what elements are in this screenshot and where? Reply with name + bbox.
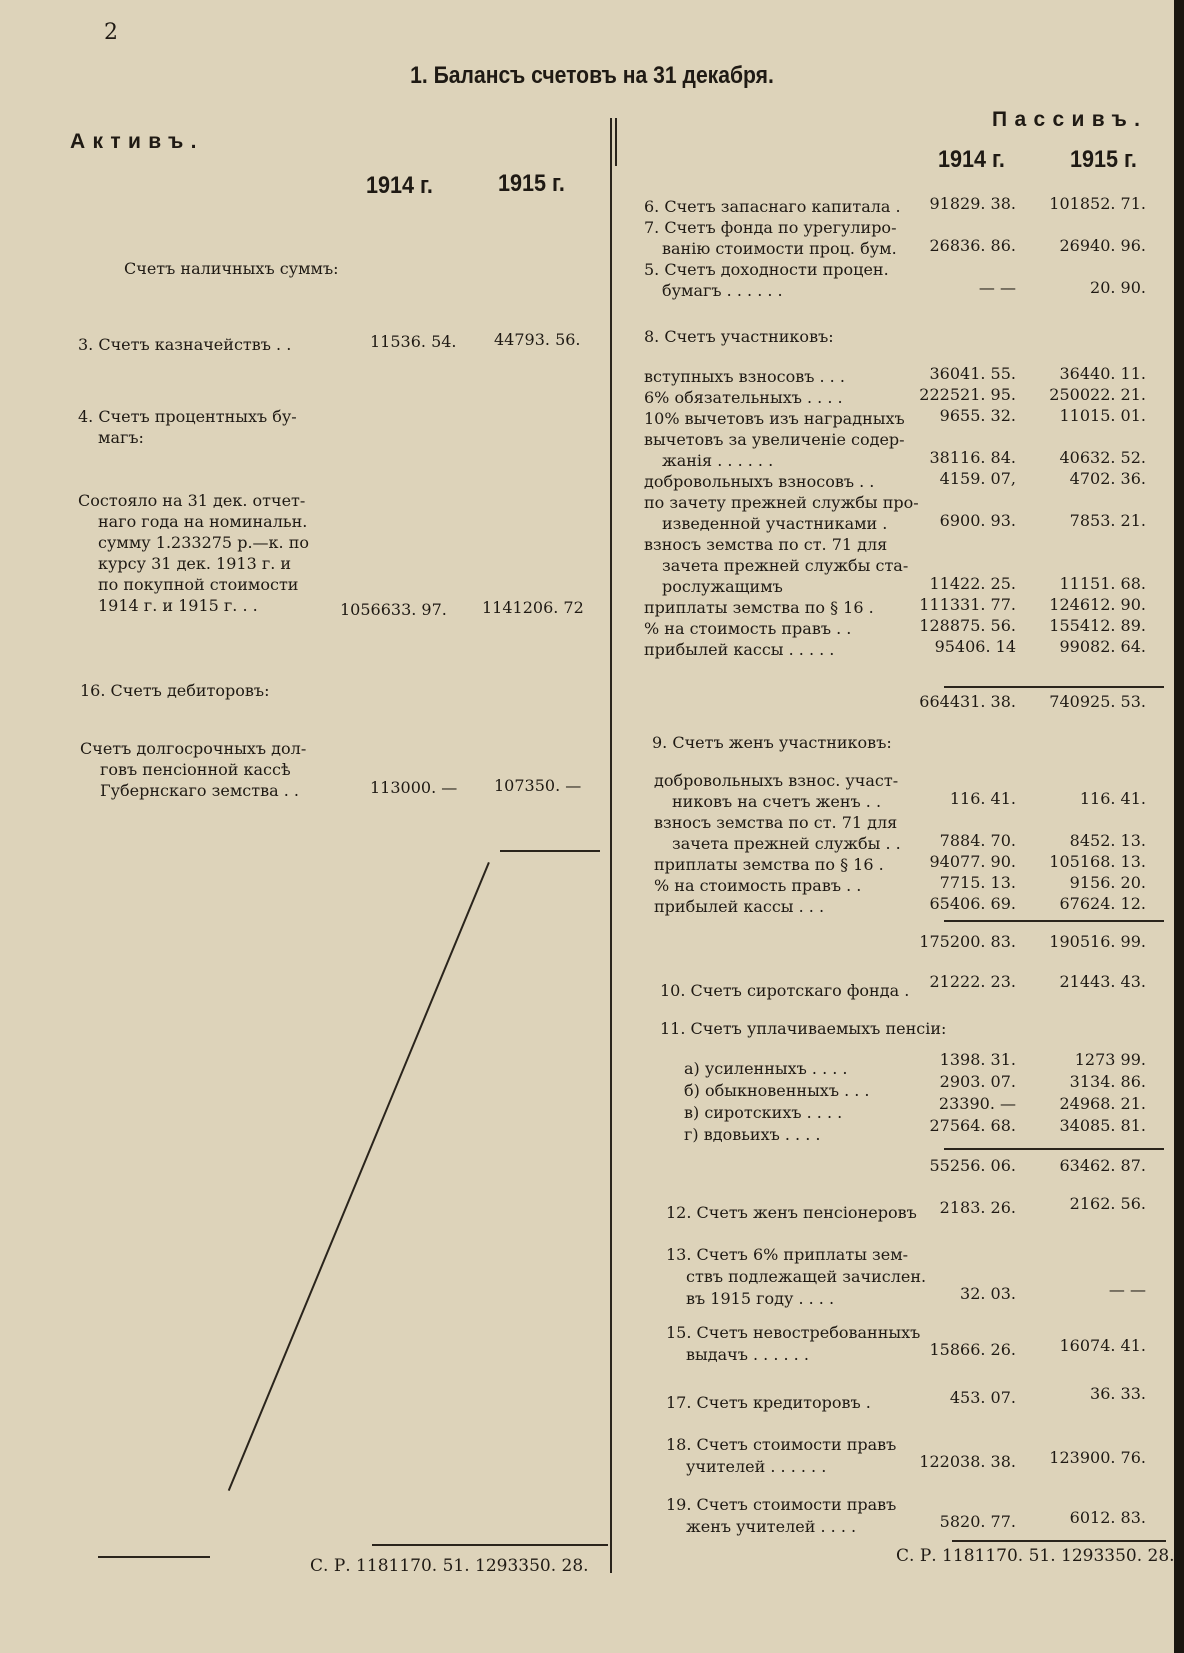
aktiv-cancel-line	[228, 862, 490, 1491]
passiv-rest-label: 19. Счетъ стоимости правъ	[666, 1495, 897, 1514]
aktiv-debtors-1915: 107350. —	[494, 776, 582, 795]
passiv-participant-label: добровольныхъ взносовъ . .	[644, 472, 875, 491]
passiv-wife-label: добровольныхъ взнос. участ-	[654, 771, 899, 790]
passiv-wife-label: прибылей кассы . . .	[654, 897, 825, 916]
passiv-participants-total-1915: 740925. 53.	[1049, 692, 1146, 711]
passiv-pension-label: а) усиленныхъ . . . .	[684, 1059, 848, 1078]
passiv-orphans-label: 10. Счетъ сиротскаго фонда .	[660, 981, 910, 1000]
passiv-wives-heading: 9. Счетъ женъ участниковъ:	[652, 733, 892, 752]
passiv-participant-1914: 36041. 55.	[929, 364, 1016, 383]
passiv-pension-1914: 27564. 68.	[929, 1116, 1016, 1135]
passiv-rest-1914: 5820. 77.	[939, 1512, 1016, 1531]
passiv-pension-1915: 24968. 21.	[1059, 1094, 1146, 1113]
passiv-rest-label: ствъ подлежащей зачислен.	[686, 1267, 927, 1286]
passiv-wife-1914: 7884. 70.	[939, 831, 1016, 850]
passiv-participant-1915: 99082. 64.	[1059, 637, 1146, 656]
column-divider	[610, 118, 612, 1573]
passiv-row-label: бумагъ . . . . . .	[662, 281, 783, 300]
aktiv-bottom-rule-left	[98, 1556, 210, 1558]
passiv-participant-label: изведенной участниками .	[662, 514, 888, 533]
passiv-participant-1915: 124612. 90.	[1049, 595, 1146, 614]
passiv-pension-label: в) сиротскихъ . . . .	[684, 1103, 843, 1122]
passiv-total-rule	[952, 1540, 1166, 1542]
aktiv-treasury-1914: 11536. 54.	[370, 332, 457, 351]
passiv-participant-1915: 7853. 21.	[1069, 511, 1146, 530]
passiv-pension-1914: 1398. 31.	[939, 1050, 1016, 1069]
passiv-row-label: 7. Счетъ фонда по урегулиро-	[644, 218, 897, 237]
passiv-orphans-1914: 21222. 23.	[929, 972, 1016, 991]
passiv-rest-label: 12. Счетъ женъ пенсіонеровъ	[666, 1203, 917, 1222]
passiv-pensions-rule	[944, 1148, 1164, 1150]
passiv-pension-1915: 3134. 86.	[1069, 1072, 1146, 1091]
passiv-participant-1915: 11015. 01.	[1059, 406, 1146, 425]
passiv-year-1914: 1914 г.	[938, 146, 1005, 173]
passiv-rest-label: 18. Счетъ стоимости правъ	[666, 1435, 897, 1454]
passiv-participant-1914: 95406. 14	[934, 637, 1016, 656]
aktiv-securities-1915: 1141206. 72	[482, 598, 584, 617]
passiv-wife-1914: 94077. 90.	[929, 852, 1016, 871]
passiv-participants-total-1914: 664431. 38.	[919, 692, 1016, 711]
passiv-participant-1915: 4702. 36.	[1069, 469, 1146, 488]
passiv-participant-1914: 128875. 56.	[919, 616, 1016, 635]
aktiv-total-rule	[372, 1544, 608, 1546]
passiv-rest-1914: 32. 03.	[960, 1284, 1016, 1303]
passiv-participant-1914: 111331. 77.	[919, 595, 1016, 614]
passiv-rest-label: выдачъ . . . . . .	[686, 1345, 809, 1364]
page-number: 2	[104, 20, 118, 45]
aktiv-cash-heading: Счетъ наличныхъ суммъ:	[124, 259, 339, 278]
passiv-rest-1914: 122038. 38.	[919, 1452, 1016, 1471]
passiv-participant-1915: 40632. 52.	[1059, 448, 1146, 467]
passiv-participants-rule	[944, 686, 1164, 688]
passiv-year-1915: 1915 г.	[1070, 146, 1137, 173]
passiv-participant-label: взносъ земства по ст. 71 для	[644, 535, 888, 554]
passiv-rest-label: учителей . . . . . .	[686, 1457, 827, 1476]
passiv-rest-1914: 453. 07.	[949, 1388, 1016, 1407]
aktiv-year-1915: 1915 г.	[498, 170, 565, 197]
passiv-participant-label: зачета прежней службы ста-	[662, 556, 909, 575]
aktiv-securities-heading: 4. Счетъ процентныхъ бу- магъ:	[78, 407, 297, 447]
aktiv-heading: Активъ.	[70, 130, 204, 153]
passiv-row-1915: 26940. 96.	[1059, 236, 1146, 255]
passiv-rest-1914: 2183. 26.	[939, 1198, 1016, 1217]
passiv-rest-1915: — —	[1108, 1280, 1146, 1299]
passiv-pension-1914: 23390. —	[938, 1094, 1016, 1113]
passiv-rest-label: 15. Счетъ невостребованныхъ	[666, 1323, 921, 1342]
passiv-wives-rule	[944, 920, 1164, 922]
passiv-pensions-total-1915: 63462. 87.	[1059, 1156, 1146, 1175]
passiv-participant-1914: 6900. 93.	[939, 511, 1016, 530]
passiv-row-label: ванію стоимости проц. бум.	[662, 239, 897, 258]
passiv-participant-label: рослужащимъ	[662, 577, 783, 596]
passiv-participant-label: по зачету прежней службы про-	[644, 493, 919, 512]
passiv-row-label: 6. Счетъ запаснаго капитала .	[644, 197, 901, 216]
passiv-wife-1915: 105168. 13.	[1049, 852, 1146, 871]
passiv-participant-label: жанія . . . . . .	[662, 451, 774, 470]
passiv-participant-label: вычетовъ за увеличеніе содер-	[644, 430, 905, 449]
passiv-rest-1915: 36. 33.	[1090, 1384, 1146, 1403]
passiv-wife-label: взносъ земства по ст. 71 для	[654, 813, 898, 832]
passiv-wife-1915: 8452. 13.	[1069, 831, 1146, 850]
aktiv-securities-1914: 1056633. 97.	[340, 600, 447, 619]
passiv-participant-1915: 250022. 21.	[1049, 385, 1146, 404]
passiv-wife-label: зачета прежней службы . .	[672, 834, 901, 853]
passiv-participant-label: 6% обязательныхъ . . . .	[644, 388, 843, 407]
page-title: 1. Балансъ счетовъ на 31 декабря.	[410, 62, 774, 89]
passiv-wife-1915: 67624. 12.	[1059, 894, 1146, 913]
passiv-wives-total-1914: 175200. 83.	[919, 932, 1016, 951]
passiv-rest-label: въ 1915 году . . . .	[686, 1289, 835, 1308]
passiv-participant-1915: 155412. 89.	[1049, 616, 1146, 635]
passiv-wife-1915: 116. 41.	[1079, 789, 1146, 808]
passiv-wife-label: % на стоимость правъ . .	[654, 876, 862, 895]
passiv-wife-label: приплаты земства по § 16 .	[654, 855, 884, 874]
passiv-participant-label: 10% вычетовъ изъ наградныхъ	[644, 409, 905, 428]
aktiv-debtors-1914: 113000. —	[370, 778, 458, 797]
passiv-rest-label: женъ учителей . . . .	[686, 1517, 857, 1536]
passiv-pensions-heading: 11. Счетъ уплачиваемыхъ пенсіи:	[660, 1019, 947, 1038]
passiv-row-label: 5. Счетъ доходности процен.	[644, 260, 889, 279]
passiv-participants-heading: 8. Счетъ участниковъ:	[644, 327, 834, 346]
passiv-pension-label: г) вдовьихъ . . . .	[684, 1125, 821, 1144]
column-divider-double	[615, 118, 617, 166]
passiv-participant-1914: 4159. 07,	[939, 469, 1016, 488]
passiv-participant-1914: 9655. 32.	[939, 406, 1016, 425]
passiv-wife-1914: 7715. 13.	[939, 873, 1016, 892]
passiv-pension-1915: 34085. 81.	[1059, 1116, 1146, 1135]
passiv-participant-1914: 38116. 84.	[929, 448, 1016, 467]
passiv-row-1914: — —	[978, 278, 1016, 297]
passiv-participant-label: прибылей кассы . . . . .	[644, 640, 835, 659]
passiv-rest-1915: 6012. 83.	[1069, 1508, 1146, 1527]
passiv-participant-1915: 36440. 11.	[1059, 364, 1146, 383]
scan-edge	[1174, 0, 1184, 1653]
passiv-rest-1915: 16074. 41.	[1059, 1336, 1146, 1355]
aktiv-short-rule	[500, 850, 600, 852]
passiv-wives-total-1915: 190516. 99.	[1049, 932, 1146, 951]
passiv-total: С. Р. 1181170. 51. 1293350. 28.	[896, 1546, 1175, 1566]
passiv-participant-label: % на стоимость правъ . .	[644, 619, 852, 638]
aktiv-year-1914: 1914 г.	[366, 172, 433, 199]
passiv-participant-1915: 11151. 68.	[1059, 574, 1146, 593]
passiv-wife-1914: 65406. 69.	[929, 894, 1016, 913]
passiv-orphans-1915: 21443. 43.	[1059, 972, 1146, 991]
aktiv-treasury-label: 3. Счетъ казначействъ . .	[78, 335, 292, 354]
passiv-wife-label: никовъ на счетъ женъ . .	[672, 792, 882, 811]
passiv-wife-1914: 116. 41.	[949, 789, 1016, 808]
aktiv-debtors-text: Счетъ долгосрочныхъ дол- говъ пенсіонной кассѣ Губернскаго земства . .	[80, 739, 307, 800]
passiv-rest-1915: 123900. 76.	[1049, 1448, 1146, 1467]
passiv-rest-label: 13. Счетъ 6% приплаты зем-	[666, 1245, 909, 1264]
passiv-pension-1914: 2903. 07.	[939, 1072, 1016, 1091]
passiv-participant-1914: 11422. 25.	[929, 574, 1016, 593]
passiv-heading: Пассивъ.	[992, 108, 1148, 131]
passiv-pension-label: б) обыкновенныхъ . . .	[684, 1081, 870, 1100]
passiv-participant-1914: 222521. 95.	[919, 385, 1016, 404]
passiv-row-1914: 91829. 38.	[929, 194, 1016, 213]
passiv-rest-1915: 2162. 56.	[1069, 1194, 1146, 1213]
passiv-participant-label: вступныхъ взносовъ . . .	[644, 367, 845, 386]
passiv-participant-label: приплаты земства по § 16 .	[644, 598, 874, 617]
aktiv-debtors-heading: 16. Счетъ дебиторовъ:	[80, 681, 270, 700]
aktiv-treasury-1915: 44793. 56.	[494, 330, 581, 349]
passiv-rest-label: 17. Счетъ кредиторовъ .	[666, 1393, 871, 1412]
passiv-pension-1915: 1273 99.	[1074, 1050, 1146, 1069]
passiv-wife-1915: 9156. 20.	[1069, 873, 1146, 892]
passiv-pensions-total-1914: 55256. 06.	[929, 1156, 1016, 1175]
aktiv-total: С. Р. 1181170. 51. 1293350. 28.	[310, 1556, 589, 1576]
passiv-row-1914: 26836. 86.	[929, 236, 1016, 255]
aktiv-securities-text: Состояло на 31 дек. отчет- наго года на номинальн. сумму 1.233275 р.—к. по курсу 31 дек. 1913 г. и по покупной стоимости 1914 г. и 1915 г. . .	[78, 491, 309, 615]
passiv-rest-1914: 15866. 26.	[929, 1340, 1016, 1359]
passiv-row-1915: 101852. 71.	[1049, 194, 1146, 213]
passiv-row-1915: 20. 90.	[1090, 278, 1146, 297]
